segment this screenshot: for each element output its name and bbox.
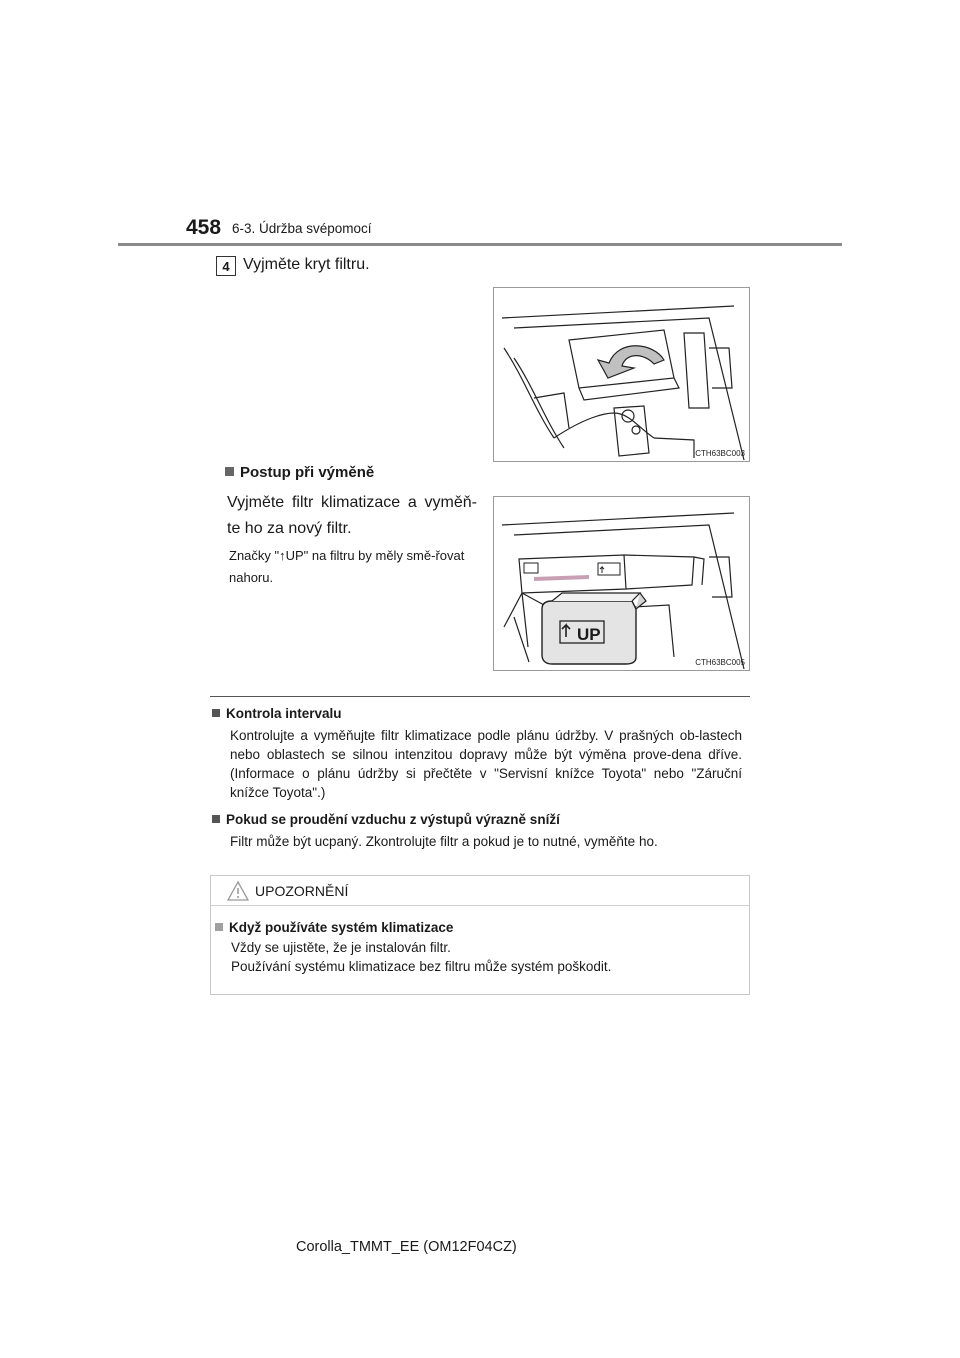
square-bullet-icon — [215, 923, 223, 931]
footer-model-code: Corolla_TMMT_EE (OM12F04CZ) — [296, 1239, 517, 1255]
up-mark-small — [598, 563, 620, 575]
filter-cover-illustration — [494, 288, 749, 461]
procedure-note: Značky "↑UP" na filtru by měly smě-řovat nahoru. — [229, 548, 465, 585]
up-mark-small-left — [524, 563, 538, 573]
caution-divider — [211, 905, 749, 906]
caution-line: Používání systému klimatizace bez filtru může systém poškodit. — [231, 959, 612, 974]
caution-heading: Když používáte systém klimatizace — [215, 920, 453, 935]
page-number: 458 — [186, 216, 222, 239]
warning-triangle-icon — [227, 881, 249, 901]
info-body-airflow: Filtr může být ucpaný. Zkontrolujte filtr a pokud je to nutné, vyměňte ho. — [230, 834, 658, 849]
procedure-heading: Postup při výměně — [225, 464, 374, 481]
section-title: 6-3. Údržba svépomocí — [232, 221, 372, 236]
square-bullet-icon — [212, 709, 220, 717]
info-heading-airflow: Pokud se proudění vzduchu z výstupů výrazně sníží — [212, 812, 560, 827]
section-divider — [210, 696, 750, 697]
square-bullet-icon — [225, 467, 234, 476]
info-body-interval: Kontrolujte a vyměňujte filtr klimatizace podle plánu údržby. V prašných ob-lastech nebo oblastech se silnou intenzitou dopravy může být výměna prove-dena dříve. (Informace o plánu údržby si přečtěte v "Servisní knížce Toyota" nebo "Záruční knížce Toyota".) — [230, 728, 742, 800]
figure-install-filter — [493, 496, 750, 671]
caution-title: UPOZORNĚNÍ — [255, 883, 349, 899]
procedure-text: Vyjměte filtr klimatizace a vyměň-te ho za nový filtr. — [227, 494, 477, 537]
header-rule — [118, 243, 842, 246]
up-label: UP — [577, 625, 601, 644]
caution-line: Vždy se ujistěte, že je instalován filtr. — [231, 940, 451, 955]
filter-up-illustration — [494, 497, 749, 670]
info-heading-interval: Kontrola intervalu — [212, 706, 342, 721]
figure-remove-cover — [493, 287, 750, 462]
figure-code: CTH63BC003 — [695, 449, 745, 458]
step-text: Vyjměte kryt filtru. — [243, 256, 370, 273]
caution-box — [210, 875, 750, 995]
step-number-box: 4 — [216, 256, 236, 276]
figure-code: CTH63BC005 — [695, 658, 745, 667]
square-bullet-icon — [212, 815, 220, 823]
